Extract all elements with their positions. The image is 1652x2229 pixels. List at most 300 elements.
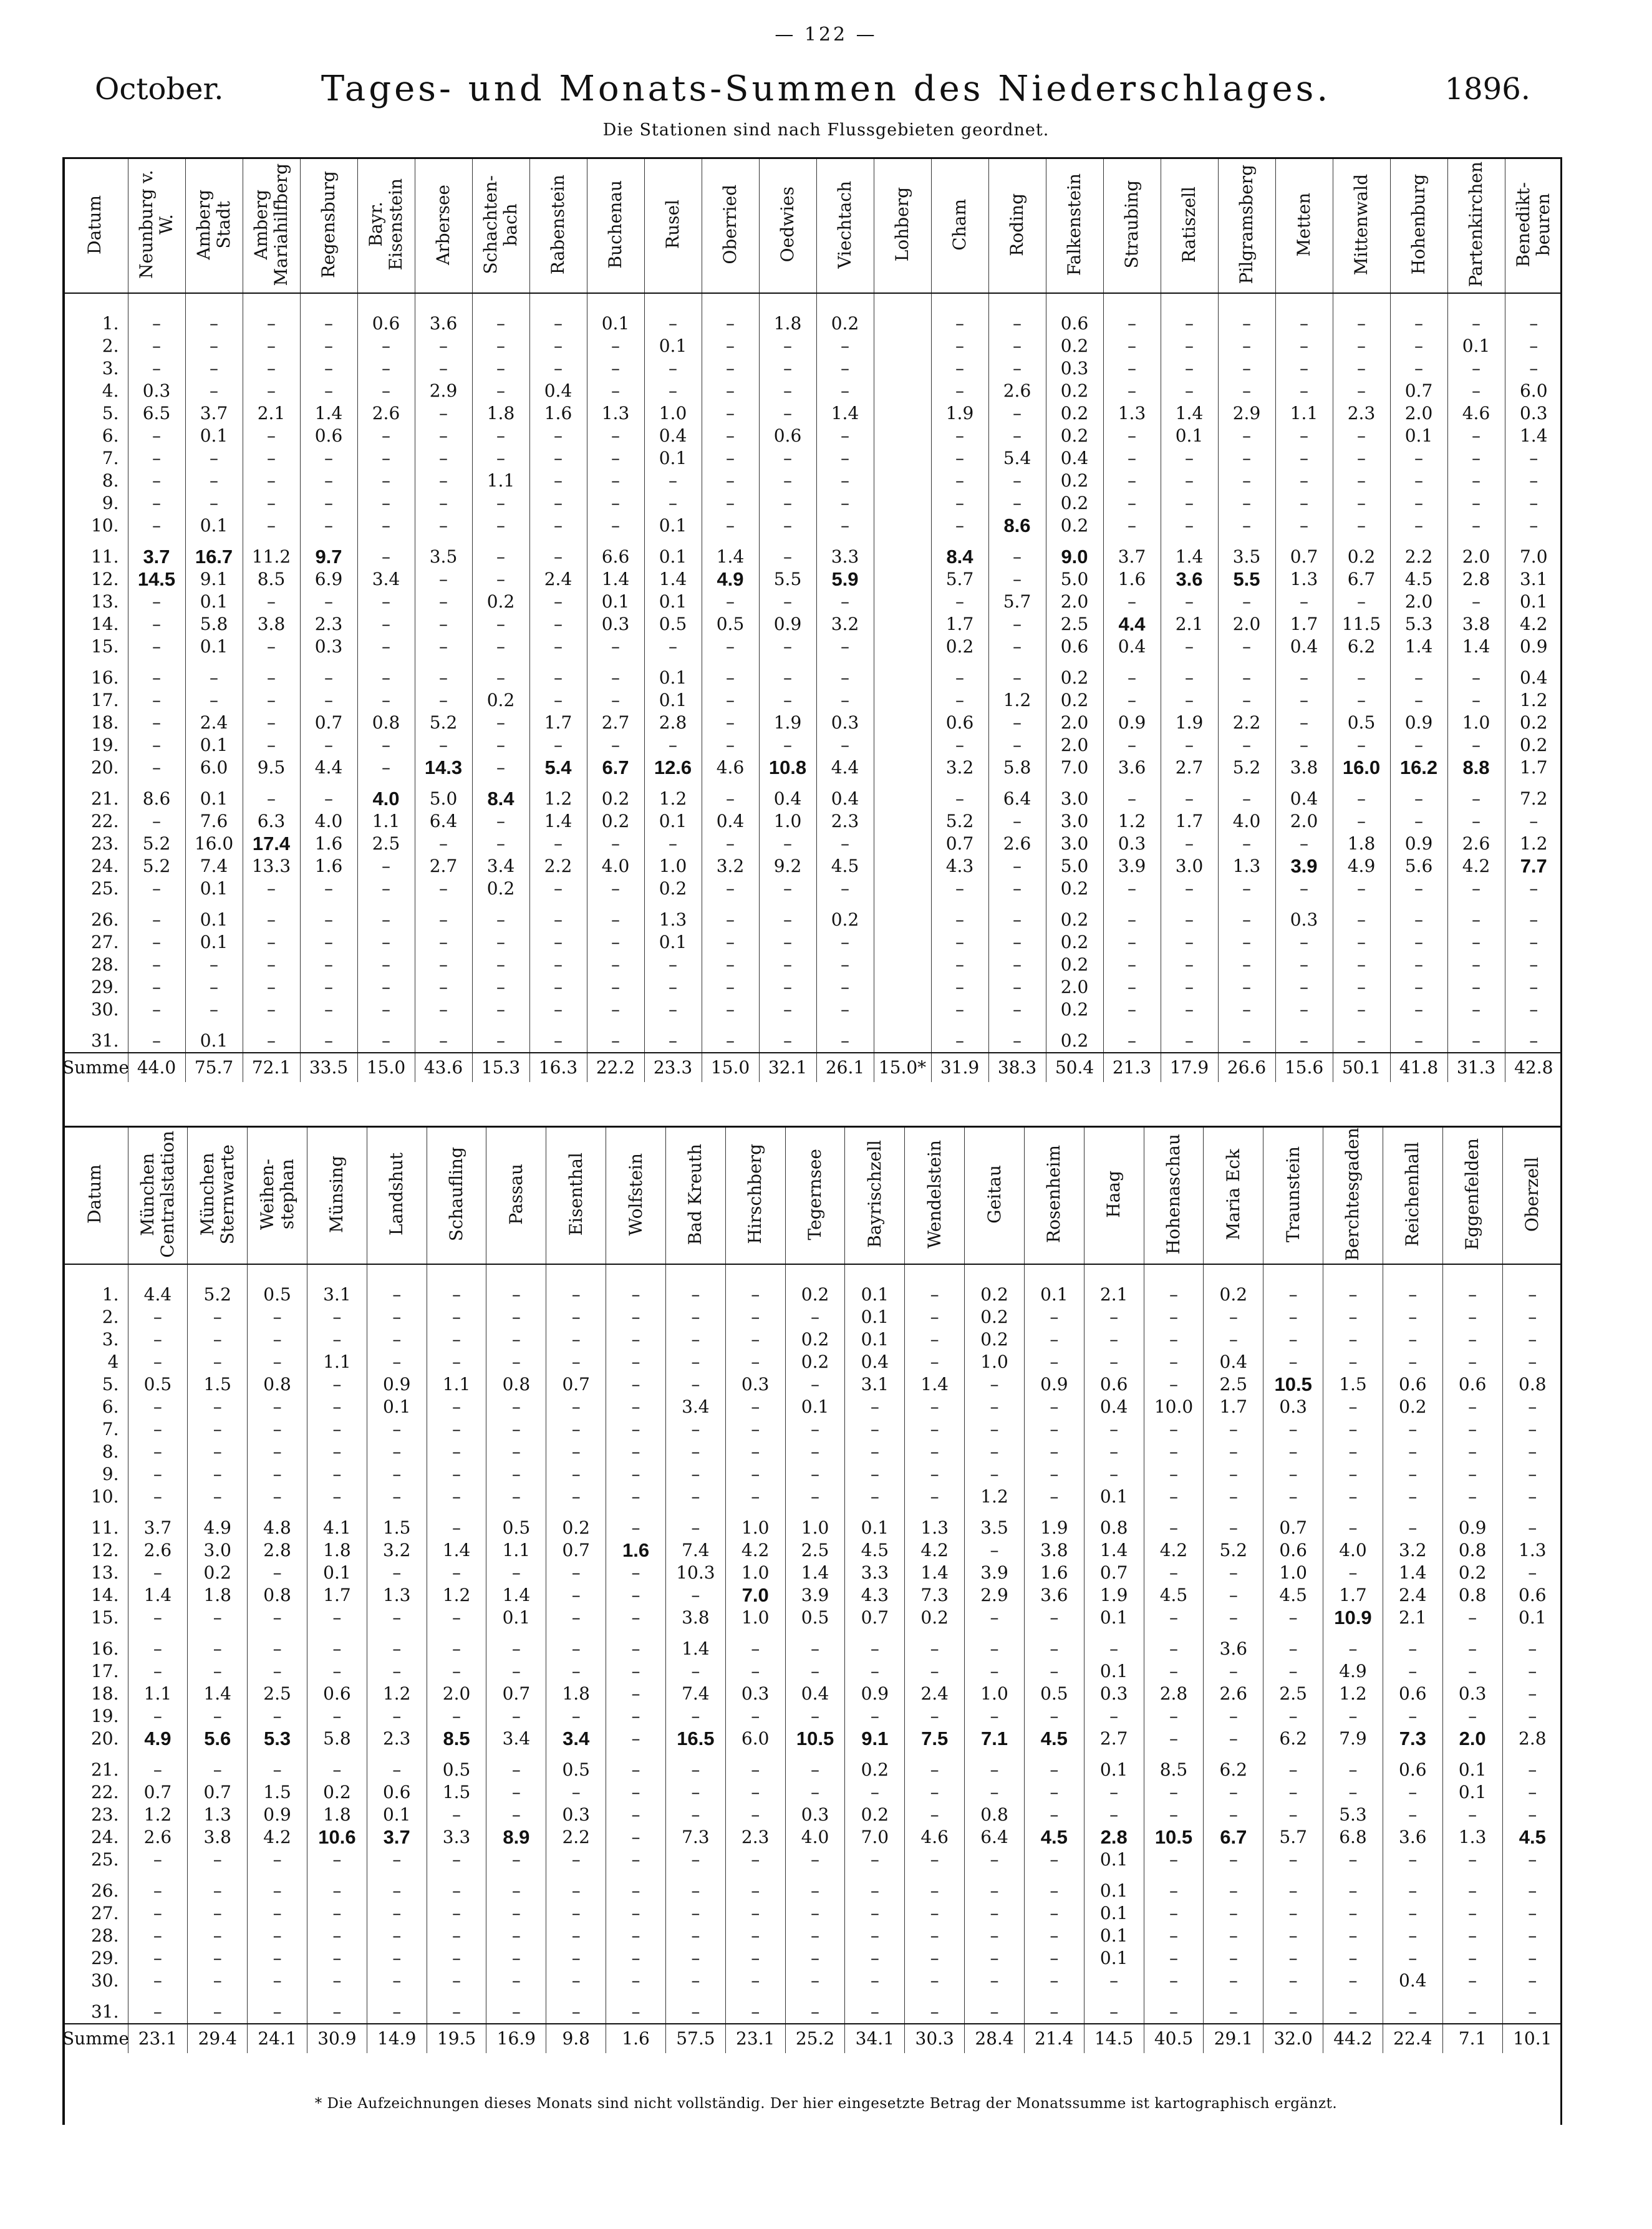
precipitation-cell: – <box>128 909 185 931</box>
gap-cell <box>587 658 644 667</box>
day-label: 2. <box>102 1306 119 1327</box>
precipitation-cell: – <box>1275 335 1333 357</box>
spacer-cell <box>472 293 529 312</box>
gap-cell <box>357 537 415 546</box>
table-row <box>62 1441 1562 1463</box>
table-row <box>62 1683 1562 1705</box>
precipitation-cell: – <box>1442 1607 1502 1629</box>
precipitation-cell: – <box>816 335 874 357</box>
precipitation-cell: 0.3 <box>1275 909 1333 931</box>
gap-cell <box>1218 900 1275 909</box>
precipitation-cell: – <box>665 1849 725 1871</box>
precipitation-cell: – <box>816 734 874 757</box>
precipitation-cell <box>874 855 931 878</box>
precipitation-cell: – <box>1218 788 1275 810</box>
precipitation-cell: – <box>1263 1351 1323 1373</box>
precipitation-cell: – <box>486 1463 546 1486</box>
precipitation-cell: – <box>529 312 587 335</box>
precipitation-cell: – <box>188 1328 248 1351</box>
precipitation-cell: – <box>529 492 587 515</box>
day-label: 10. <box>90 1486 119 1507</box>
precipitation-cell: – <box>1103 954 1161 976</box>
precipitation-cell: – <box>988 402 1046 425</box>
station-name: Hohenaschau <box>1162 1134 1184 1255</box>
precipitation-cell: – <box>300 976 357 998</box>
precipitation-cell <box>874 380 931 402</box>
precipitation-cell: 6.0 <box>725 1728 785 1750</box>
precipitation-cell: 3.1 <box>1505 568 1562 591</box>
precipitation-cell: – <box>702 447 759 470</box>
precipitation-cell: – <box>1103 335 1161 357</box>
precipitation-cell: 0.9 <box>1390 833 1447 855</box>
precipitation-cell: – <box>486 1705 546 1728</box>
precipitation-cell: 7.5 <box>905 1728 965 1750</box>
precipitation-cell: – <box>725 1306 785 1328</box>
precipitation-cell: – <box>1218 833 1275 855</box>
spacer-cell <box>587 293 644 312</box>
precipitation-cell: – <box>1084 1781 1144 1804</box>
precipitation-cell: 1.4 <box>702 546 759 568</box>
gap-cell <box>702 537 759 546</box>
precipitation-cell: 0.4 <box>1084 1396 1144 1418</box>
footnote: * Die Aufzeichnungen dieses Monats sind nicht vollständig. Der hier eingesetzte Betrag der Monatssumme ist kartographisch ergänzt. <box>314 2096 1338 2112</box>
day-label: 18. <box>90 712 119 733</box>
precipitation-cell: 1.2 <box>427 1584 486 1607</box>
precipitation-cell: – <box>1323 1284 1383 1306</box>
monthly-sum-cell: 29.1 <box>1204 2024 1263 2053</box>
precipitation-cell: – <box>1204 1418 1263 1441</box>
precipitation-cell: 7.7 <box>1505 855 1562 878</box>
precipitation-cell: – <box>931 788 988 810</box>
gap-cell <box>587 537 644 546</box>
precipitation-cell: – <box>1502 1441 1562 1463</box>
precipitation-cell: 1.6 <box>1103 568 1161 591</box>
precipitation-cell: – <box>529 470 587 492</box>
precipitation-cell <box>874 470 931 492</box>
gap-cell <box>1263 1750 1323 1759</box>
table-row <box>62 546 1562 568</box>
precipitation-cell: – <box>367 1970 427 1992</box>
precipitation-cell: – <box>427 1804 486 1826</box>
precipitation-cell: – <box>529 667 587 689</box>
precipitation-cell: 3.3 <box>427 1826 486 1849</box>
precipitation-cell: 1.5 <box>367 1517 427 1539</box>
gap-cell <box>702 658 759 667</box>
precipitation-cell: 1.7 <box>1275 613 1333 636</box>
precipitation-cell: – <box>1275 689 1333 712</box>
precipitation-cell: – <box>427 1902 486 1925</box>
precipitation-cell: – <box>965 1660 1025 1683</box>
station-header <box>415 159 472 293</box>
precipitation-cell: 3.0 <box>188 1539 248 1562</box>
precipitation-cell: – <box>128 1970 188 1992</box>
table-row <box>62 909 1562 931</box>
precipitation-cell: – <box>759 689 816 712</box>
precipitation-cell: 0.2 <box>845 1759 905 1781</box>
precipitation-cell: – <box>1161 591 1218 613</box>
gap-cell <box>486 1750 546 1759</box>
precipitation-cell: – <box>988 976 1046 998</box>
gap-cell <box>1084 1750 1144 1759</box>
precipitation-cell: – <box>931 357 988 380</box>
gap-cell <box>1447 779 1505 788</box>
precipitation-cell: 8.4 <box>931 546 988 568</box>
gap-cell <box>185 779 243 788</box>
precipitation-cell: 0.7 <box>1084 1562 1144 1584</box>
station-name: Falkenstein <box>1064 173 1084 276</box>
day-label: 17. <box>90 690 119 710</box>
table-row <box>62 470 1562 492</box>
precipitation-cell: – <box>665 1880 725 1902</box>
precipitation-cell: 1.4 <box>1161 402 1218 425</box>
precipitation-cell: 1.6 <box>300 855 357 878</box>
gap-cell <box>188 1871 248 1880</box>
precipitation-cell: 1.4 <box>1390 636 1447 658</box>
precipitation-cell: – <box>606 1486 666 1508</box>
station-name: Straubing <box>1121 180 1142 269</box>
precipitation-cell: – <box>1333 909 1390 931</box>
precipitation-cell: – <box>472 492 529 515</box>
gap-cell <box>845 1629 905 1638</box>
precipitation-cell: – <box>816 998 874 1021</box>
monthly-sum-cell: 21.3 <box>1103 1053 1161 1082</box>
monthly-sum-cell: 22.4 <box>1383 2024 1442 2053</box>
precipitation-cell: 1.3 <box>1275 568 1333 591</box>
table-row <box>62 833 1562 855</box>
gap-cell <box>606 1629 666 1638</box>
table-row <box>62 335 1562 357</box>
gap-cell <box>1447 900 1505 909</box>
precipitation-cell: – <box>1323 1562 1383 1584</box>
day-label: 1. <box>102 313 119 334</box>
spacer-cell <box>1144 1264 1204 1284</box>
spacer-cell <box>1046 293 1103 312</box>
precipitation-cell: – <box>529 734 587 757</box>
gap-cell <box>1390 1021 1447 1030</box>
station-header <box>1333 159 1390 293</box>
gap-row <box>62 1021 1562 1030</box>
precipitation-cell: – <box>1144 1517 1204 1539</box>
precipitation-cell: – <box>243 335 300 357</box>
table-row <box>62 1759 1562 1781</box>
precipitation-cell: – <box>931 335 988 357</box>
precipitation-cell: 0.3 <box>1084 1683 1144 1705</box>
station-name: Roding <box>1007 193 1027 256</box>
gap-cell <box>1275 537 1333 546</box>
precipitation-cell: – <box>1144 1947 1204 1970</box>
precipitation-cell: – <box>759 402 816 425</box>
precipitation-cell: – <box>905 1284 965 1306</box>
precipitation-cell: – <box>1442 1705 1502 1728</box>
precipitation-cell: 0.2 <box>965 1306 1025 1328</box>
gap-cell <box>529 779 587 788</box>
precipitation-cell: – <box>785 1705 845 1728</box>
monthly-sum-cell: 22.2 <box>587 1053 644 1082</box>
station-name: Hohenburg <box>1408 174 1429 275</box>
precipitation-cell: – <box>988 998 1046 1021</box>
precipitation-cell: – <box>965 1902 1025 1925</box>
precipitation-cell: – <box>988 357 1046 380</box>
day-label: 26. <box>90 909 119 930</box>
precipitation-cell: – <box>415 998 472 1021</box>
precipitation-cell: – <box>1323 1463 1383 1486</box>
precipitation-cell: – <box>785 1759 845 1781</box>
precipitation-cell: – <box>988 712 1046 734</box>
precipitation-cell: – <box>1144 1781 1204 1804</box>
day-label: 11. <box>90 546 119 567</box>
precipitation-cell: – <box>845 1849 905 1871</box>
precipitation-cell: – <box>587 470 644 492</box>
precipitation-cell: – <box>702 425 759 447</box>
precipitation-cell: – <box>965 1781 1025 1804</box>
precipitation-cell: – <box>546 1849 606 1871</box>
day-label: 22. <box>90 1781 119 1802</box>
precipitation-cell: – <box>1505 515 1562 537</box>
precipitation-cell: 1.1 <box>1275 402 1333 425</box>
precipitation-cell: – <box>931 931 988 954</box>
precipitation-cell: 1.2 <box>1505 689 1562 712</box>
precipitation-cell: – <box>725 1486 785 1508</box>
station-name: Traunstein <box>1282 1146 1303 1242</box>
precipitation-cell: – <box>725 1781 785 1804</box>
precipitation-cell: – <box>1024 1351 1084 1373</box>
precipitation-cell: – <box>1204 1584 1263 1607</box>
gap-cell <box>1505 779 1562 788</box>
precipitation-cell: – <box>988 425 1046 447</box>
precipitation-cell: 0.2 <box>188 1562 248 1584</box>
precipitation-cell: – <box>367 1351 427 1373</box>
gap-cell <box>1275 1021 1333 1030</box>
gap-cell <box>1390 900 1447 909</box>
precipitation-cell: – <box>1502 1638 1562 1660</box>
precipitation-cell: 4.5 <box>1502 1826 1562 1849</box>
gap-cell <box>1046 658 1103 667</box>
precipitation-cell: 1.0 <box>644 855 702 878</box>
gap-cell <box>1024 1629 1084 1638</box>
precipitation-cell: – <box>988 335 1046 357</box>
precipitation-cell: – <box>1275 380 1333 402</box>
precipitation-cell: – <box>486 1418 546 1441</box>
precipitation-cell: 5.2 <box>188 1284 248 1306</box>
precipitation-cell: – <box>1390 810 1447 833</box>
precipitation-cell: – <box>486 1759 546 1781</box>
precipitation-cell: 2.0 <box>1046 976 1103 998</box>
monthly-sum-cell: 50.1 <box>1333 1053 1390 1082</box>
monthly-sum-cell: 23.3 <box>644 1053 702 1082</box>
monthly-sum-cell: 75.7 <box>185 1053 243 1082</box>
precipitation-cell: – <box>1218 470 1275 492</box>
gap-cell <box>128 1750 188 1759</box>
day-label: 6. <box>102 425 119 446</box>
precipitation-cell: – <box>905 1418 965 1441</box>
gap-cell <box>1144 1750 1204 1759</box>
precipitation-cell: 0.6 <box>1263 1539 1323 1562</box>
precipitation-cell: 0.2 <box>1046 909 1103 931</box>
precipitation-cell: – <box>367 1463 427 1486</box>
gap-row <box>62 900 1562 909</box>
precipitation-cell: – <box>1275 515 1333 537</box>
precipitation-cell: 5.8 <box>307 1728 367 1750</box>
precipitation-cell: – <box>546 1396 606 1418</box>
precipitation-cell: – <box>415 515 472 537</box>
precipitation-cell: – <box>1447 931 1505 954</box>
precipitation-cell: 1.6 <box>300 833 357 855</box>
precipitation-cell: – <box>606 1418 666 1441</box>
station-header <box>427 1128 486 1264</box>
gap-cell <box>702 779 759 788</box>
precipitation-cell: – <box>188 1306 248 1328</box>
day-label: 13. <box>90 1562 119 1583</box>
table-row <box>62 1463 1562 1486</box>
precipitation-cell: 0.4 <box>702 810 759 833</box>
precipitation-cell: – <box>427 1947 486 1970</box>
gap-cell <box>1390 658 1447 667</box>
precipitation-cell: – <box>300 788 357 810</box>
day-label: 25. <box>90 1849 119 1870</box>
gap-cell <box>1046 537 1103 546</box>
precipitation-cell: – <box>367 1705 427 1728</box>
precipitation-cell: – <box>1218 447 1275 470</box>
precipitation-cell: 0.2 <box>845 1804 905 1826</box>
precipitation-cell: – <box>1502 1970 1562 1992</box>
monthly-sum-cell: 1.6 <box>606 2024 666 2053</box>
precipitation-cell: 4.4 <box>128 1284 188 1306</box>
precipitation-cell <box>874 492 931 515</box>
precipitation-cell: – <box>529 546 587 568</box>
precipitation-cell: 0.9 <box>1103 712 1161 734</box>
precipitation-cell: – <box>128 1306 188 1328</box>
monthly-sum-cell: 10.1 <box>1502 2024 1562 2053</box>
day-label: 26. <box>90 1880 119 1901</box>
precipitation-cell: 0.6 <box>1502 1584 1562 1607</box>
gap-cell <box>1263 1992 1323 2001</box>
gap-cell <box>1442 1508 1502 1517</box>
monthly-sum-cell: 26.1 <box>816 1053 874 1082</box>
day-label: 8. <box>102 1441 119 1462</box>
table-row <box>62 1418 1562 1441</box>
precipitation-cell: – <box>529 976 587 998</box>
monthly-sum-cell: 19.5 <box>427 2024 486 2053</box>
precipitation-cell: – <box>606 1517 666 1539</box>
precipitation-cell: 1.9 <box>1161 712 1218 734</box>
table-row <box>62 1486 1562 1508</box>
precipitation-cell: 0.3 <box>1505 402 1562 425</box>
precipitation-cell: – <box>248 1849 307 1871</box>
gap-cell <box>128 1992 188 2001</box>
precipitation-cell: – <box>587 335 644 357</box>
gap-cell <box>188 1992 248 2001</box>
day-label: 27. <box>90 1902 119 1923</box>
gap-cell <box>367 1750 427 1759</box>
precipitation-cell: 2.3 <box>1333 402 1390 425</box>
gap-cell <box>905 1508 965 1517</box>
gap-cell <box>427 1629 486 1638</box>
gap-cell <box>128 900 185 909</box>
precipitation-cell: – <box>1103 357 1161 380</box>
precipitation-cell: 3.7 <box>128 1517 188 1539</box>
precipitation-cell: 6.7 <box>1333 568 1390 591</box>
precipitation-cell: – <box>1275 712 1333 734</box>
monthly-sum-cell: 43.6 <box>415 1053 472 1082</box>
gap-cell <box>367 1992 427 2001</box>
precipitation-cell: – <box>1024 1781 1084 1804</box>
station-name: Metten <box>1293 192 1314 257</box>
table-row <box>62 380 1562 402</box>
precipitation-cell: – <box>1161 931 1218 954</box>
precipitation-cell: – <box>665 1902 725 1925</box>
gap-cell <box>307 1750 367 1759</box>
gap-cell <box>665 1750 725 1759</box>
precipitation-cell: – <box>1275 470 1333 492</box>
precipitation-cell: 11.2 <box>243 546 300 568</box>
spacer-cell <box>415 293 472 312</box>
precipitation-cell: – <box>931 380 988 402</box>
precipitation-cell: – <box>1204 1660 1263 1683</box>
precipitation-cell: – <box>845 1463 905 1486</box>
table-row <box>62 402 1562 425</box>
precipitation-cell: – <box>905 1441 965 1463</box>
precipitation-cell: 0.4 <box>1046 447 1103 470</box>
precipitation-cell: – <box>1442 1418 1502 1441</box>
precipitation-cell: – <box>357 613 415 636</box>
precipitation-cell: – <box>529 591 587 613</box>
precipitation-cell: 2.4 <box>185 712 243 734</box>
precipitation-cell: – <box>816 357 874 380</box>
precipitation-cell: – <box>529 447 587 470</box>
precipitation-cell: 10.5 <box>1144 1826 1204 1849</box>
precipitation-cell: – <box>1103 1030 1161 1053</box>
precipitation-cell: 2.0 <box>1390 402 1447 425</box>
station-name: Pilgramsberg <box>1236 165 1257 284</box>
precipitation-cell: – <box>725 1849 785 1871</box>
precipitation-cell: – <box>1263 1804 1323 1826</box>
gap-cell <box>988 779 1046 788</box>
precipitation-cell: 0.1 <box>1084 1486 1144 1508</box>
precipitation-cell: – <box>1144 1660 1204 1683</box>
station-header <box>472 159 529 293</box>
gap-cell <box>785 1508 845 1517</box>
precipitation-cell: – <box>1505 447 1562 470</box>
precipitation-cell: – <box>1103 380 1161 402</box>
precipitation-cell: – <box>1144 1284 1204 1306</box>
gap-cell <box>1442 1629 1502 1638</box>
precipitation-cell: – <box>665 1660 725 1683</box>
precipitation-cell: – <box>248 1562 307 1584</box>
precipitation-cell: – <box>546 2001 606 2024</box>
station-header <box>845 1128 905 1264</box>
station-header <box>546 1128 606 1264</box>
precipitation-cell: 2.5 <box>1046 613 1103 636</box>
precipitation-cell: – <box>243 788 300 810</box>
precipitation-cell: – <box>1161 515 1218 537</box>
precipitation-cell: – <box>785 1849 845 1871</box>
precipitation-cell: 0.2 <box>1046 931 1103 954</box>
precipitation-cell: 1.7 <box>931 613 988 636</box>
precipitation-cell: – <box>665 1328 725 1351</box>
precipitation-cell: – <box>644 734 702 757</box>
precipitation-cell: – <box>606 1660 666 1683</box>
gap-cell <box>1204 1871 1263 1880</box>
precipitation-cell: 1.1 <box>427 1373 486 1396</box>
precipitation-cell: – <box>1390 335 1447 357</box>
station-header <box>307 1128 367 1264</box>
station-name: München Sternwarte <box>196 1144 238 1244</box>
precipitation-cell: – <box>188 1970 248 1992</box>
precipitation-cell: 0.2 <box>785 1284 845 1306</box>
station-name: Bayrischzell <box>864 1140 885 1249</box>
precipitation-cell <box>874 591 931 613</box>
precipitation-cell: 0.3 <box>1442 1683 1502 1705</box>
